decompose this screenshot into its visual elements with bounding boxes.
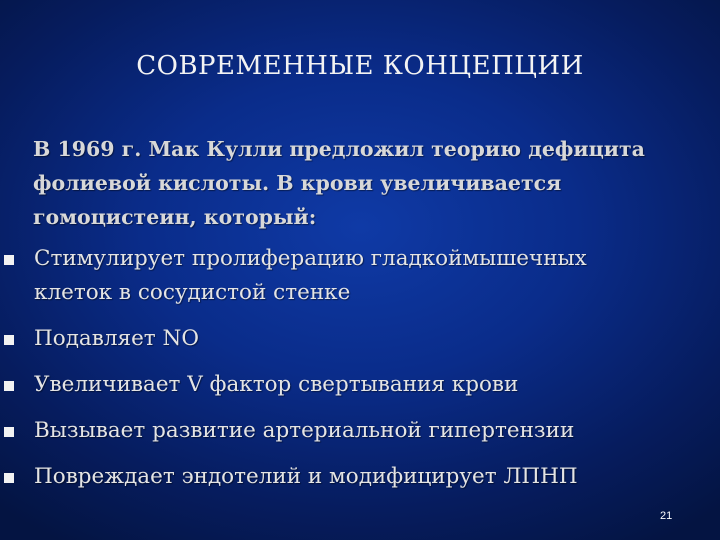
bullet-text: Увеличивает V фактор свертывания крови xyxy=(34,372,519,397)
bullet-text: Повреждает эндотелий и модифицирует ЛПНП xyxy=(34,464,578,489)
bullet-item xyxy=(0,242,654,310)
page-number: 21 xyxy=(660,510,673,522)
bullet-text: Подавляет NO xyxy=(34,326,199,351)
bullet-text: клеток в сосудистой стенке xyxy=(34,280,351,305)
slide-title: СОВРЕМЕННЫЕ КОНЦЕПЦИИ xyxy=(136,51,584,81)
square-bullet-icon xyxy=(4,335,14,345)
square-bullet-icon xyxy=(4,255,14,265)
bullet-item xyxy=(0,460,654,494)
intro-line: В 1969 г. Мак Кулли предложил теорию дефицита xyxy=(33,137,645,161)
bullet-item xyxy=(0,414,654,448)
intro-paragraph xyxy=(33,132,673,234)
bullet-text: Стимулирует пролиферацию гладкоймышечных xyxy=(34,246,587,271)
square-bullet-icon xyxy=(4,381,14,391)
square-bullet-icon xyxy=(4,473,14,483)
bullet-text: Вызывает развитие артериальной гипертензии xyxy=(34,418,575,443)
bullet-item xyxy=(0,322,654,356)
intro-line: гомоцистеин, который: xyxy=(33,205,317,229)
bullet-list xyxy=(0,242,720,506)
square-bullet-icon xyxy=(4,427,14,437)
bullet-item xyxy=(0,368,654,402)
intro-line: фолиевой кислоты. В крови увеличивается xyxy=(33,171,562,195)
